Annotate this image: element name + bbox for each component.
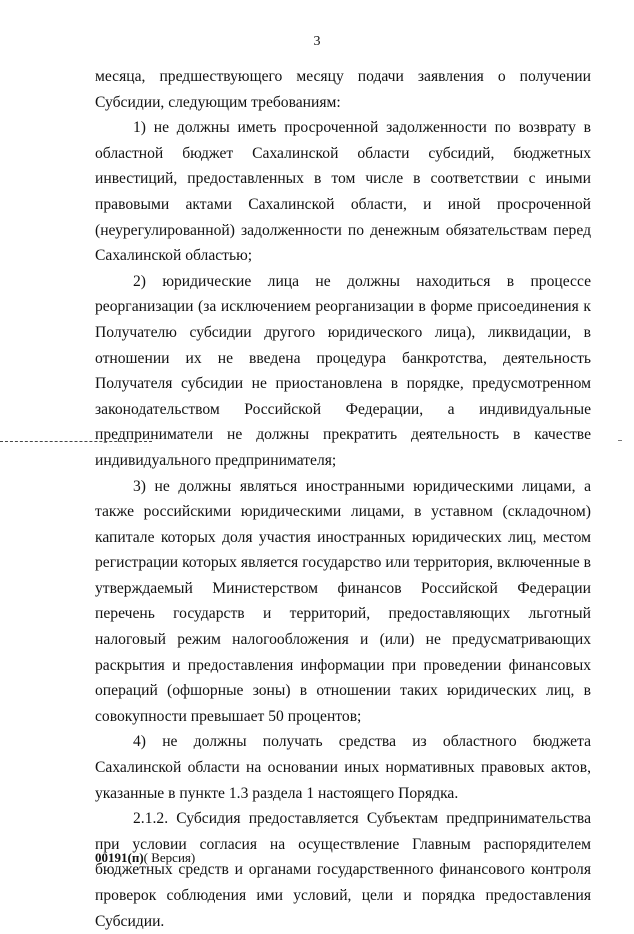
paragraph-requirement-2: 2) юридические лица не должны находиться в процессе реорганизации (за исключением реорганизации в форме присоединения к Получателю субсидии другого юридического лица), ликвидации, в отношении их не введена процедура банкротства, деятельность Получателя субсидии не приостановлена в порядке, предусмотренном законодательством Российской Федерации, а индивидуальные предприниматели не должны прекратить деятельность в качестве индивидуального предпринимателя; <box>95 272 591 469</box>
paragraph-requirement-4: 4) не должны получать средства из областного бюджета Сахалинской области на основании иных нормативных правовых актов, указанные в пункте 1.3 раздела 1 настоящего Порядка. <box>95 733 591 802</box>
document-version: ( Версия) <box>143 850 196 865</box>
paragraph-continuation: месяца, предшествующего месяцу подачи заявления о получении Субсидии, следующим требованиям: <box>95 68 591 111</box>
paragraph-clause-2-1-2: 2.1.2. Субсидия предоставляется Субъектам предпринимательства при условии согласия на осуществление Главным распорядителем бюджетных средств и органами государственного финансового контроля проверок соблюдения ими условий, цели и порядка предоставления Субсидии. <box>95 810 591 930</box>
page-number: 3 <box>313 34 321 49</box>
scan-artifact-line <box>0 441 152 442</box>
paragraph-requirement-3: 3) не должны являться иностранными юридическими лицами, а также российскими юридическими лицами, в уставном (складочном) капитале которых доля участия иностранных юридических лиц, местом регистрации которых является государство или территория, включенные в утверждаемый Министерством финансов Российской Федерации перечень государств и территорий, предоставляющих льготный налоговый режим налогообложения и (или) не предусматривающих раскрытия и предоставления информации при проведении финансовых операций (офшорные зоны) в отношении таких юридических лиц, в совокупности превышает 50 процентов; <box>95 477 591 725</box>
paragraph-requirement-1: 1) не должны иметь просроченной задолженности по возврату в областной бюджет Сахалинской области субсидий, бюджетных инвестиций, предоставленных в том числе в соответствии с иными правовыми актами Сахалинской области, и иной просроченной (неурегулированной) задолженности по денежным обязательствам перед Сахалинской областью; <box>95 119 591 265</box>
document-code: 00191(п) <box>95 850 144 865</box>
document-body <box>95 64 591 934</box>
scan-artifact-mark <box>618 440 622 441</box>
document-footer <box>95 850 195 866</box>
